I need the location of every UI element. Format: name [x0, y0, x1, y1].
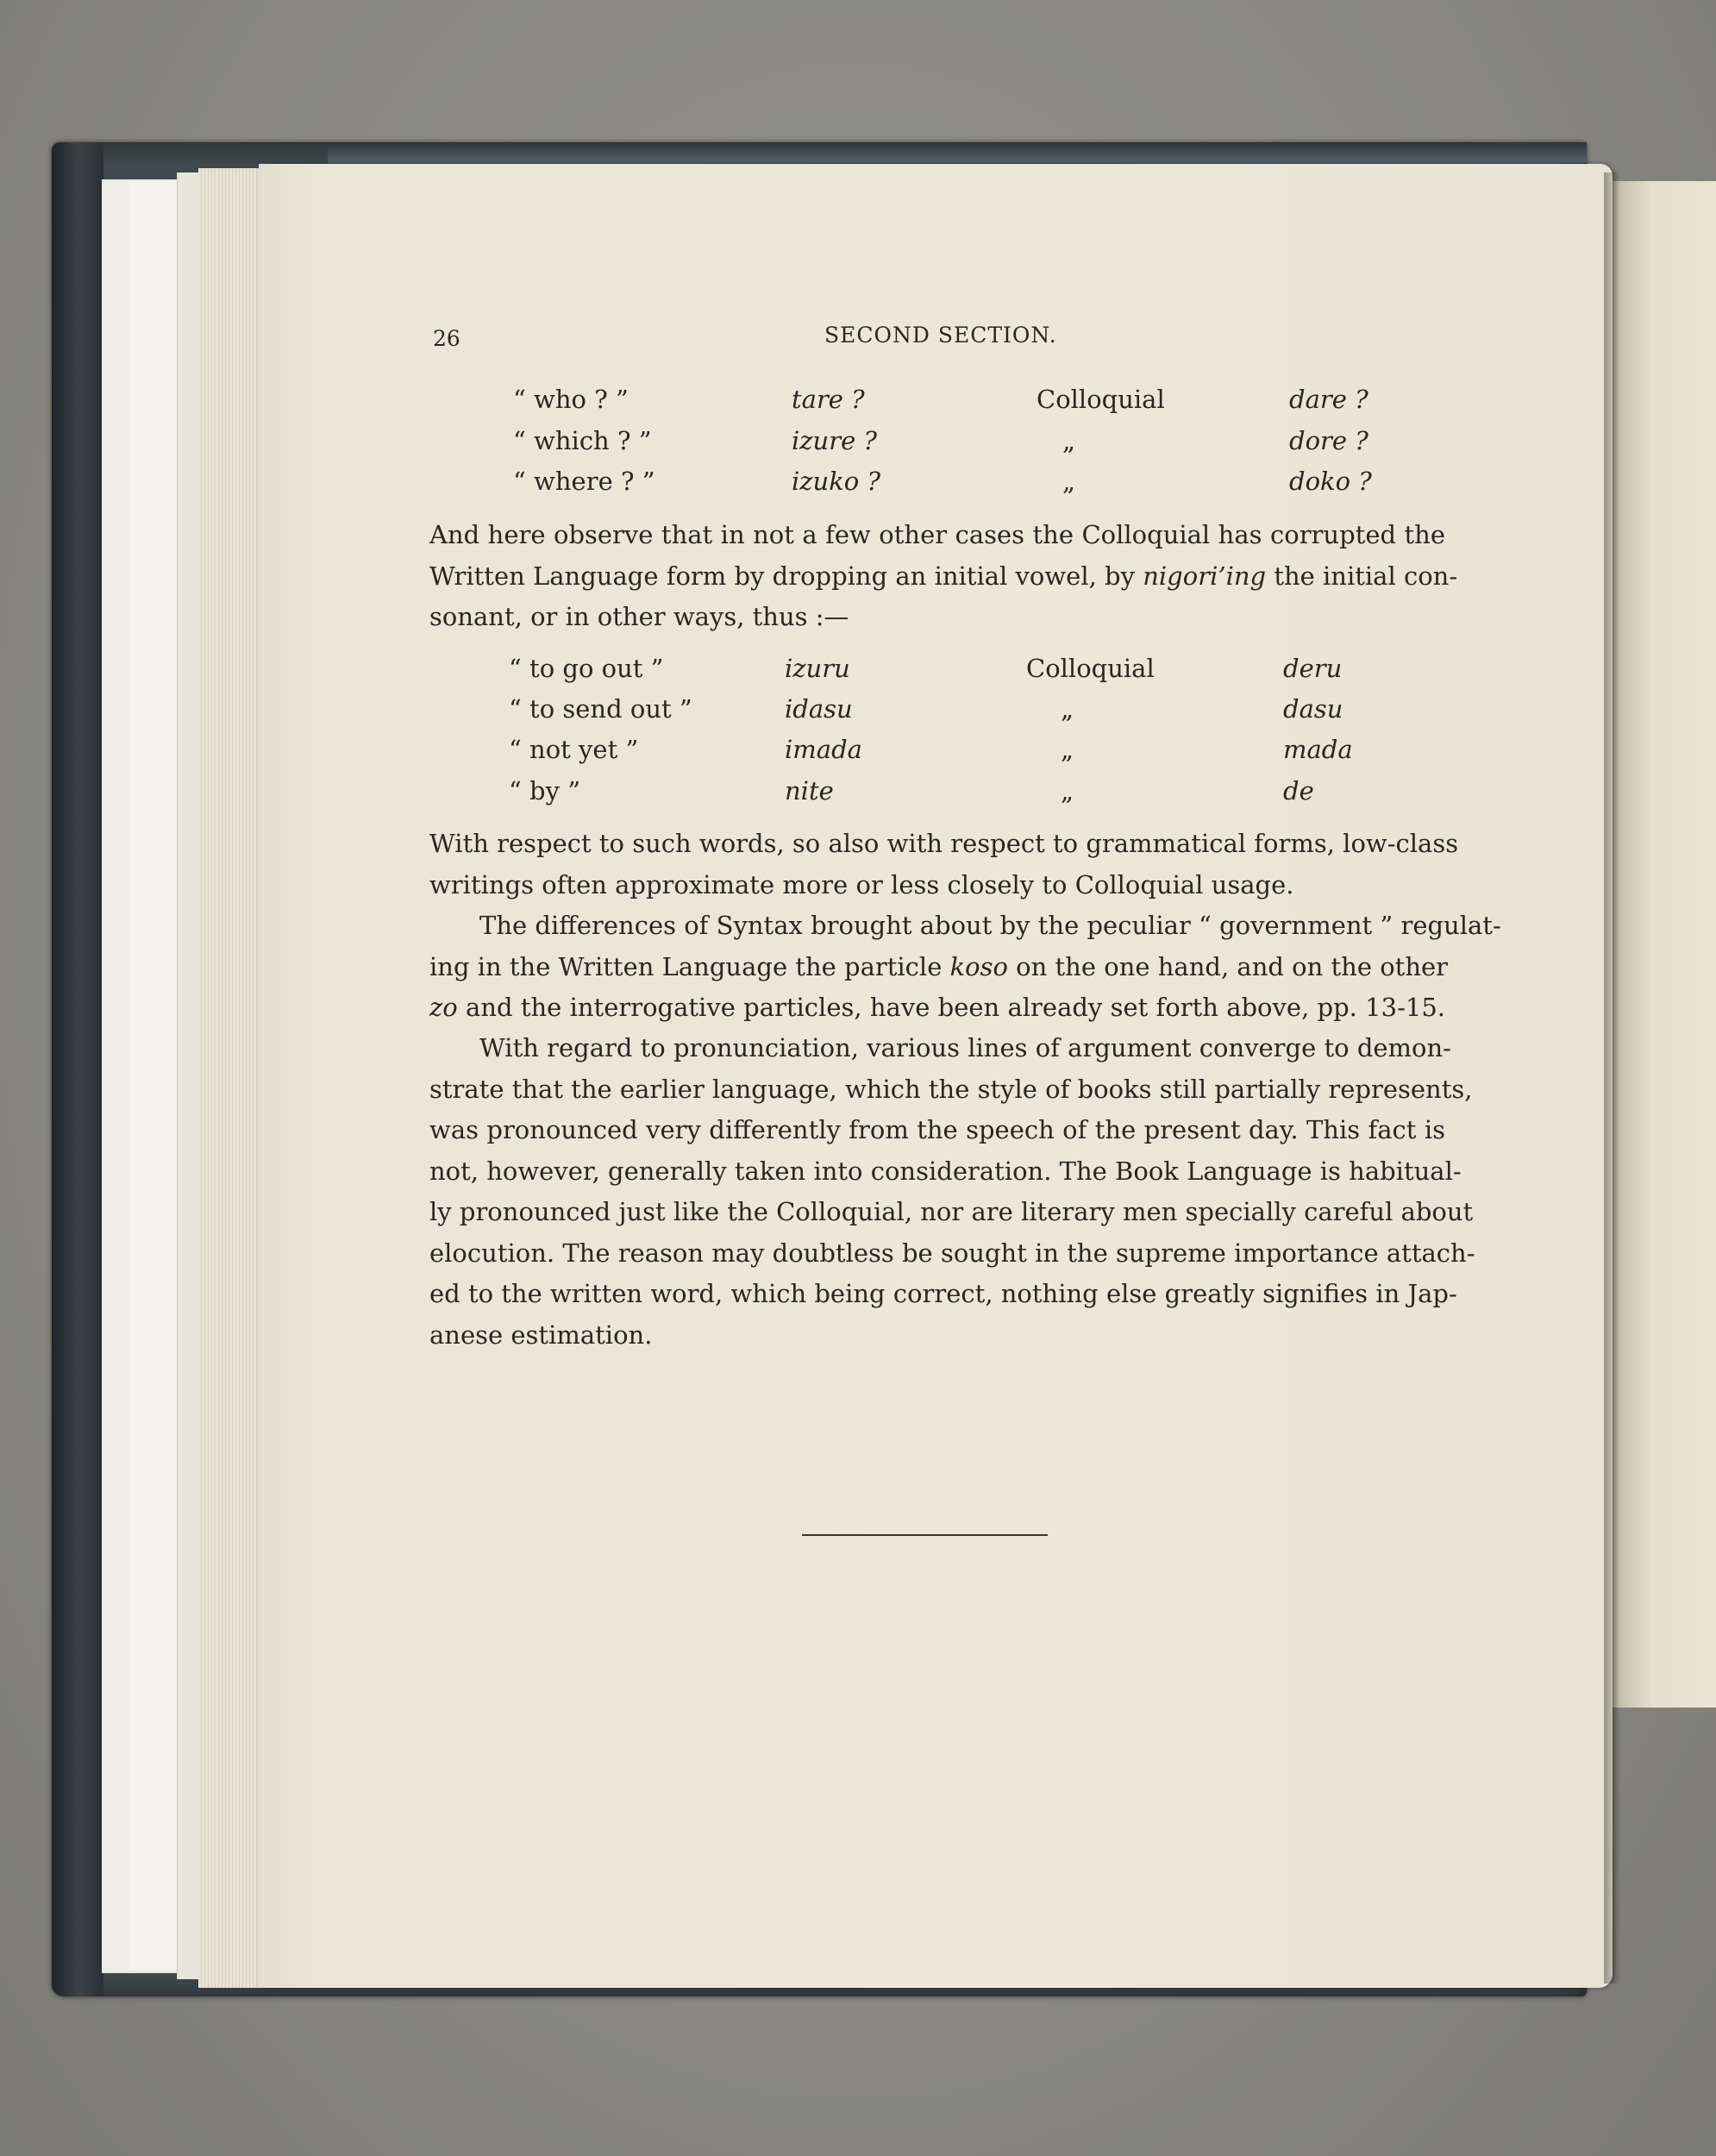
- text-line: anese estimation.: [429, 1319, 653, 1350]
- text-segment: the initial con-: [1274, 561, 1458, 591]
- text-line: [429, 947, 1449, 988]
- cover-top-edge: [328, 142, 1587, 163]
- table-row: [0, 735, 1716, 773]
- text-line: With regard to pronunciation, various lines of argument converge to demon-: [479, 1033, 1451, 1062]
- page-number: 26: [433, 326, 460, 351]
- table-row: [0, 654, 1716, 692]
- colloquial-form: de: [1283, 776, 1314, 805]
- english-gloss: “ which ? ”: [513, 426, 652, 455]
- ditto-mark: „: [1061, 694, 1074, 724]
- text-line: ed to the written word, which being correct, nothing else greatly signifies in Jap-: [429, 1279, 1457, 1308]
- table-row: [0, 385, 1716, 423]
- written-form: imada: [785, 735, 862, 764]
- text-line: sonant, or in other ways, thus :—: [429, 602, 849, 631]
- text-line: strate that the earlier language, which the style of books still partially represents,: [429, 1074, 1473, 1104]
- colloquial-form: dasu: [1283, 694, 1343, 724]
- text-line: And here observe that in not a few other cases the Colloquial has corrupted the: [429, 520, 1445, 549]
- ditto-mark: „: [1062, 426, 1076, 455]
- paragraph: [429, 906, 1501, 1029]
- ditto-mark: „: [1062, 467, 1076, 496]
- text-segment: ing in the Written Language the particle: [429, 951, 943, 981]
- italic-term: nigori’ing: [1143, 561, 1267, 591]
- table-row: [0, 694, 1716, 732]
- written-form: izure ?: [792, 426, 878, 455]
- english-gloss: “ not yet ”: [509, 735, 639, 764]
- text-segment: on the one hand, and on the other: [1016, 951, 1449, 981]
- ditto-mark: „: [1061, 735, 1074, 764]
- text-line: writings often approximate more or less closely to Colloquial usage.: [429, 869, 1294, 899]
- paragraph: [429, 824, 1459, 906]
- text-line: ly pronounced just like the Colloquial, nor are literary men specially careful about: [429, 1197, 1474, 1226]
- english-gloss: “ who ? ”: [513, 385, 629, 414]
- running-head: SECOND SECTION.: [824, 323, 1057, 348]
- written-form: nite: [785, 776, 834, 805]
- written-form: izuko ?: [792, 467, 881, 496]
- text-line: [429, 556, 1458, 598]
- text-segment: and the interrogative particles, have been already set forth above, pp. 13-15.: [466, 993, 1445, 1022]
- english-gloss: “ to go out ”: [509, 654, 664, 683]
- paragraph: [429, 1028, 1475, 1356]
- english-gloss: “ where ? ”: [513, 467, 655, 496]
- table-row: [0, 467, 1716, 505]
- ditto-mark: „: [1061, 776, 1074, 805]
- section-end-rule: [802, 1534, 1048, 1536]
- text-line: The differences of Syntax brought about by the peculiar “ government ” regulat-: [479, 911, 1501, 940]
- italic-term: zo: [429, 993, 458, 1022]
- colloquial-form: dore ?: [1289, 426, 1368, 455]
- paragraph: [429, 515, 1458, 638]
- text-line: not, however, generally taken into consideration. The Book Language is habitual-: [429, 1156, 1462, 1186]
- written-form: tare ?: [792, 385, 865, 414]
- colloquial-form: deru: [1283, 654, 1343, 683]
- colloquial-form: doko ?: [1289, 467, 1372, 496]
- english-gloss: “ to send out ”: [509, 694, 692, 724]
- colloquial-form: mada: [1283, 735, 1353, 764]
- table-row: [0, 426, 1716, 464]
- colloquial-form: dare ?: [1289, 385, 1368, 414]
- text-line: With respect to such words, so also with respect to grammatical forms, low-class: [429, 829, 1459, 858]
- colloquial-label: Colloquial: [1026, 654, 1155, 683]
- english-gloss: “ by ”: [509, 776, 581, 805]
- text-line: elocution. The reason may doubtless be sought in the supreme importance attach-: [429, 1238, 1475, 1268]
- italic-term: koso: [949, 951, 1008, 981]
- written-form: idasu: [785, 694, 853, 724]
- text-segment: Written Language form by dropping an initial vowel, by: [429, 561, 1136, 591]
- text-line: [429, 987, 1445, 1029]
- colloquial-label: Colloquial: [1036, 385, 1165, 414]
- written-form: izuru: [785, 654, 850, 683]
- table-row: [0, 776, 1716, 814]
- text-line: was pronounced very differently from the speech of the present day. This fact is: [429, 1115, 1445, 1144]
